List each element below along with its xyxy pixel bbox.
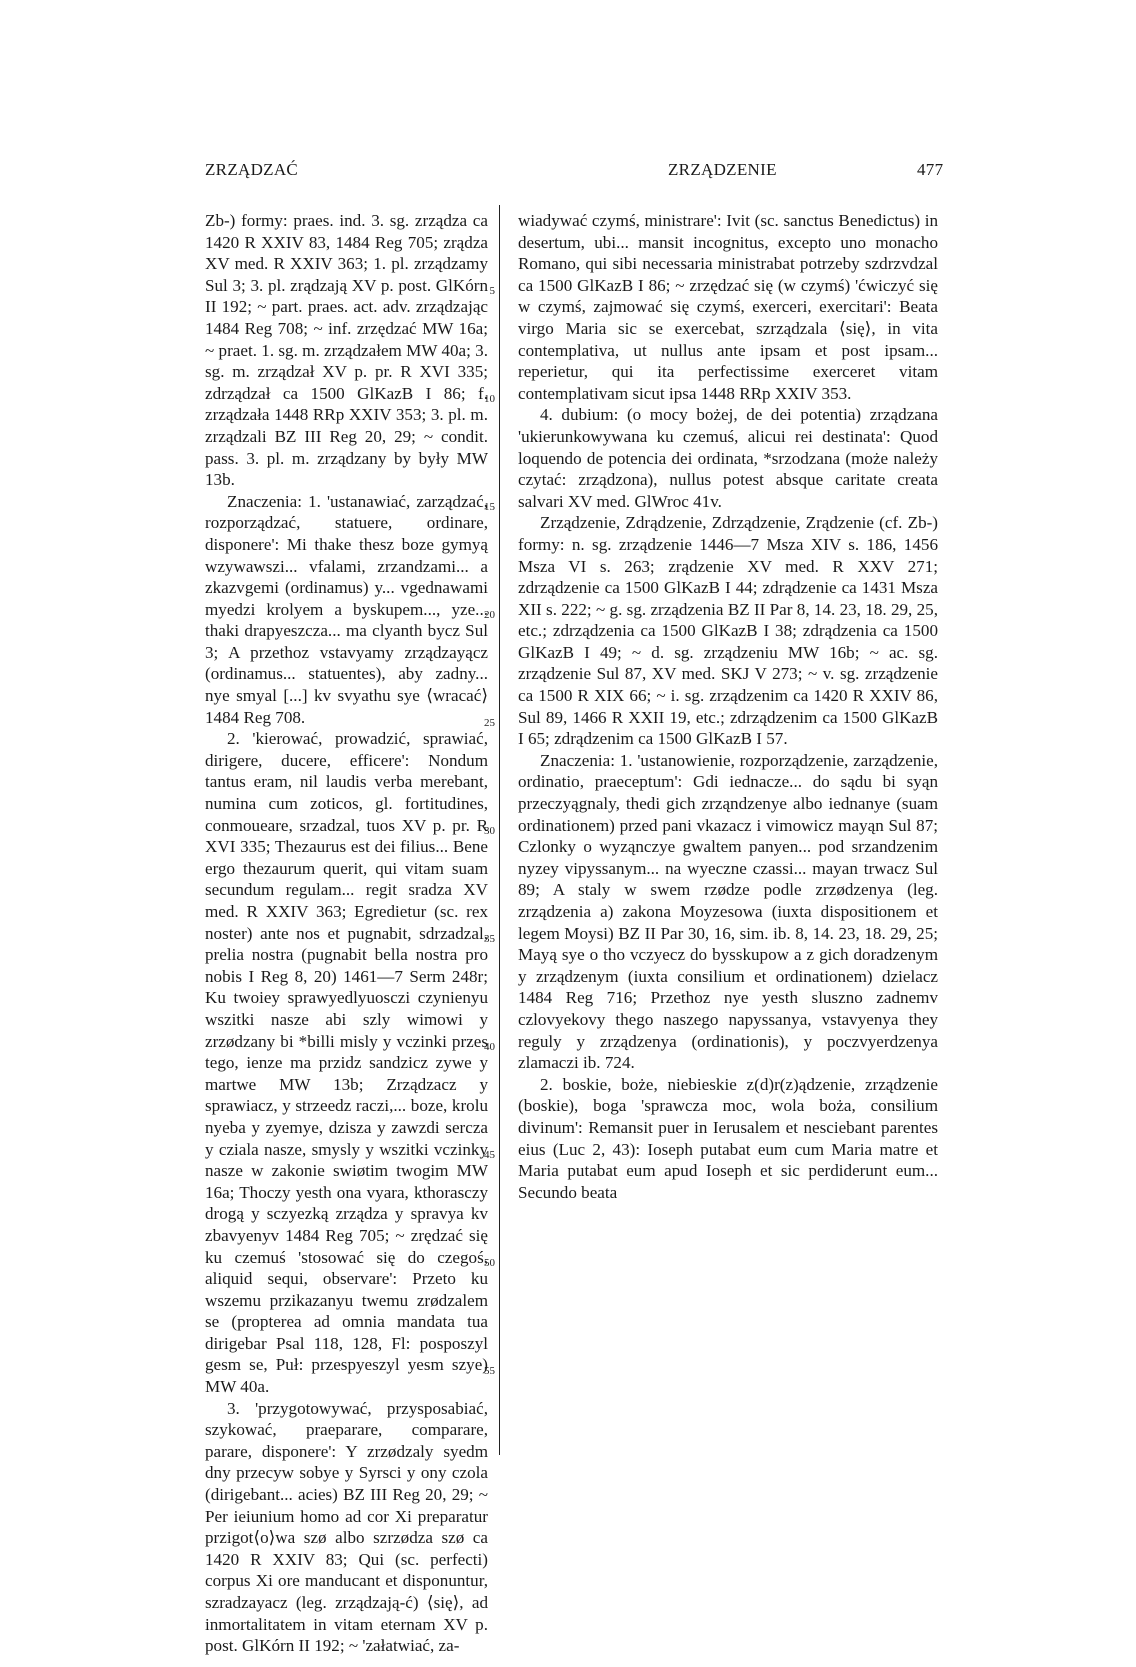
line-number: 15 (484, 501, 495, 513)
line-number: 40 (484, 1041, 495, 1053)
zrzadzenie-forms-paragraph: Zrządzenie, Zdrądzenie, Zdrządzenie, Zrądzenie (cf. Zb-) formy: n. sg. zrządzenie 1446—7 Msza XIV s. 186, 1456 Msza VI s. 263; zrądzenie XV med. R XXV 271; zdrządzenie ca 1500 GlKazB I 44; zdrądzenie ca 1431 Msza XII s. 222; ~ g. sg. zrządzenia BZ II Par 8, 14. 23, 18. 29, 25, etc.; zdrządzenia ca 1500 GlKazB I 38; zdrądzenia ca 1500 GlKazB I 49; ~ d. sg. zrządzeniu MW 16b; ~ ac. sg. zrządzenie Sul 87, XV med. SKJ V 273; ~ v. sg. zrządzenie ca 1500 R XIX 66; ~ i. sg. zrządzenim ca 1420 R XXIV 86, Sul 89, 1466 R XXII 19, etc.; zdrządzenim ca 1500 GlKazB I 65; zdrądzenim ca 1500 GlKazB I 57. (518, 513, 938, 749)
forms-paragraph: Zb-) formy: praes. ind. 3. sg. zrządza ca 1420 R XXIV 83, 1484 Reg 705; zrądza XV med. R XXIV 363; 1. pl. zrządzamy Sul 3; 3. pl. zrądzają XV p. post. GlKórn II 192; ~ part. praes. act. adv. zrządzając 1484 Reg 708; ~ inf. zrzędzać MW 16a; ~ praet. 1. sg. m. zrządzałem MW 40a; 3. sg. m. zrządzał XV p. pr. R XVI 335; zdrządzał ca 1500 GlKazB I 86; f. zrządzała 1448 RRp XXIV 353; 3. pl. m. zrządzali BZ III Reg 20, 29; ~ condit. pass. 3. pl. m. zrządzany by były MW 13b. (205, 211, 488, 490)
line-number: 10 (484, 393, 495, 405)
meaning-2-paragraph: 2. 'kierować, prowadzić, sprawiać, dirigere, ducere, efficere': Nondum tantus eram, nil laudis verba merebant, numina cum zoticos, gl. fortitudines, conmoueare, srzadzal, tuos XV p. pr. R XVI 335; Thezaurus est dei filius... Bene ergo thezaurum querit, qui vitam suam secundum regulam... regit sradza XV med. R XXIV 363; Egredietur (sc. rex noster) ante nos et pugnabit, sdrzadzal, prelia nostra (pugnabit bella nostra pro nobis I Reg 8, 20) 1461—7 Serm 248r; Ku twoiey sprawyedlyuosczi czynienyu wszitki nasze abi szly wimowi y zrzødzany bi *billi misly y vczinki przes tego, ienze ma przidz sandzicz zywe y martwe MW 13b; Zrządzacz y sprawiacz, y strzeedz raczi,... boze, krolu nyeba y zyemye, dzisza y zawzdi sercza y cziala nasze, smysly y wszitki vczinky nasze w zakonie swiøtim twogim MW 16a; Thoczy yesth ona vyara, kthorasczy drogą y sczyezką zrządza y spravya kv zbavyenyv 1484 Reg 705; ~ zrędzać się ku czemuś 'stosować się do czegoś, aliquid sequi, observare': Przeto ku wszemu przikazanyu twemu zrødzalem se (propterea ad omnia mandata tua dirigebar Psal 118, 128, Fl: posposzyl gesm se, Puł: przespyeszyl yesm szye) MW 40a. (205, 729, 488, 1397)
line-number: 55 (484, 1365, 495, 1377)
line-number: 45 (484, 1149, 495, 1161)
line-number: 5 (489, 285, 495, 297)
meaning-1-paragraph: Znaczenia: 1. 'ustanawiać, zarządzać, rozporządzać, statuere, ordinare, disponere': Mi thake thesz boze gymyą wzywawszi... vfalami, zrzandzami... a zkazvgemi (ordinamus) y... vgednawami myedzi krolyem a byskupem..., yze... thaki drapyeszcza... ma clyanth bycz Sul 3; A przethoz vstavyamy zrządzayącz (ordinamus... statuentes), aby zadny... nye smyal [...] kv svyathu sye ⟨wracać⟩ 1484 Reg 708. (205, 491, 488, 727)
meaning-3-continued-paragraph: wiadywać czymś, ministrare': Ivit (sc. sanctus Benedictus) in desertum, ubi... mansit incognitus, excepto uno monacho Romano, qui sibi necessaria ministrabat potrzeby szdrzvdzal ca 1500 GlKazB I 86; ~ zrzędzać się (w czymś) 'ćwiczyć się w czymś, zajmować się czymś, exerceri, exercitari': Beata virgo Maria sic se exercebat, szrządzala ⟨się⟩, in vita contemplativa, ut nullus ante ipsam et post ipsam... reperietur, qui ita perfectissime exerceret vitam contemplativam sicut ipsa 1448 RRp XXIV 353. (518, 211, 938, 403)
column-divider (499, 205, 500, 1455)
line-number: 30 (484, 825, 495, 837)
left-running-head: ZRZĄDZAĆ (205, 160, 299, 179)
zrzadzenie-meaning-2-paragraph: 2. boskie, boże, niebieskie z(d)r(z)ądzenie, zrządzenie (boskie), boga 'sprawcza moc, wola boża, consilium divinum': Remansit puer in Ierusalem et nesciebant parentes eius (Luc 2, 43): Ioseph putabat eum cum Maria matre et Maria putabat eum apud Ioseph et sic perdiderunt eum... Secundo beata (518, 1074, 938, 1202)
meaning-4-paragraph: 4. dubium: (o mocy bożej, de dei potentia) zrządzana 'ukierunkowywana ku czemuś, alicui rei destinata': Quod loquendo de potencia dei ordinata, *srzodzana (może należy czytać: zrządzona), nullus potest absque caritate creata salvari XV med. GlWroc 41v. (518, 405, 938, 511)
zrzadzenie-meaning-1-paragraph: Znaczenia: 1. 'ustanowienie, rozporządzenie, zarządzenie, ordinatio, praeceptum': Gdi iednacze... do sądu bi syąn przeczyągnaly, thedi gich zrząndzenye albo iednanye (suam ordinationem) przed pani vkazacz i vimowicz mayąn Sul 87; Czlonky o wyząnczye gwaltem panyen... pod srzandzenim nyzey vipyssanym... na wyeczne czassi... mayan trwacz Sul 89; A staly w swem rzødze podle zrzødzenya (leg. zrządzenia a) zakona Moyzesowa (iuxta dispositionem et legem Moysi) BZ II Par 30, 16, sim. ib. 8, 14. 23, 18. 29, 25; Mayą sye o tho vczyecz do bysskupow a z gich doradzenym y zrządzenym (iuxta consilium et ordinationem) dzielacz 1484 Reg 716; Przethoz nye yesth sluszno zadnemv czlovyekovy thego naszego napyssanya, vstavyenya they reguly y zrządzenya (ordinationis), y poczvyerdzenya zlamaczi ib. 724. (518, 750, 938, 1073)
left-column (205, 210, 488, 1657)
page-number: 477 (917, 160, 944, 179)
line-number: 20 (484, 609, 495, 621)
right-column (518, 210, 938, 1203)
line-number: 50 (484, 1257, 495, 1269)
line-number: 25 (484, 717, 495, 729)
meaning-3-paragraph: 3. 'przygotowywać, przysposabiać, szykować, praeparare, comparare, parare, disponere': Y zrzødzaly syedm dny przecyw sobye y Syrsci y ony czola (dirigebant... acies) BZ III Reg 20, 29; ~ Per ieiunium homo ad cor Xi preparatur przigot⟨o⟩wa szø albo szrzødza szø ca 1420 R XXIV 83; Qui (sc. perfecti) corpus Xi ore manducant et disponuntur, szradzayacz (leg. zrządzają-ć) ⟨się⟩, ad inmortalitatem in vitam eternam XV p. post. GlKórn II 192; ~ 'załatwiać, za- (205, 1398, 488, 1656)
right-running-head: ZRZĄDZENIE (668, 160, 777, 179)
line-number: 35 (484, 933, 495, 945)
